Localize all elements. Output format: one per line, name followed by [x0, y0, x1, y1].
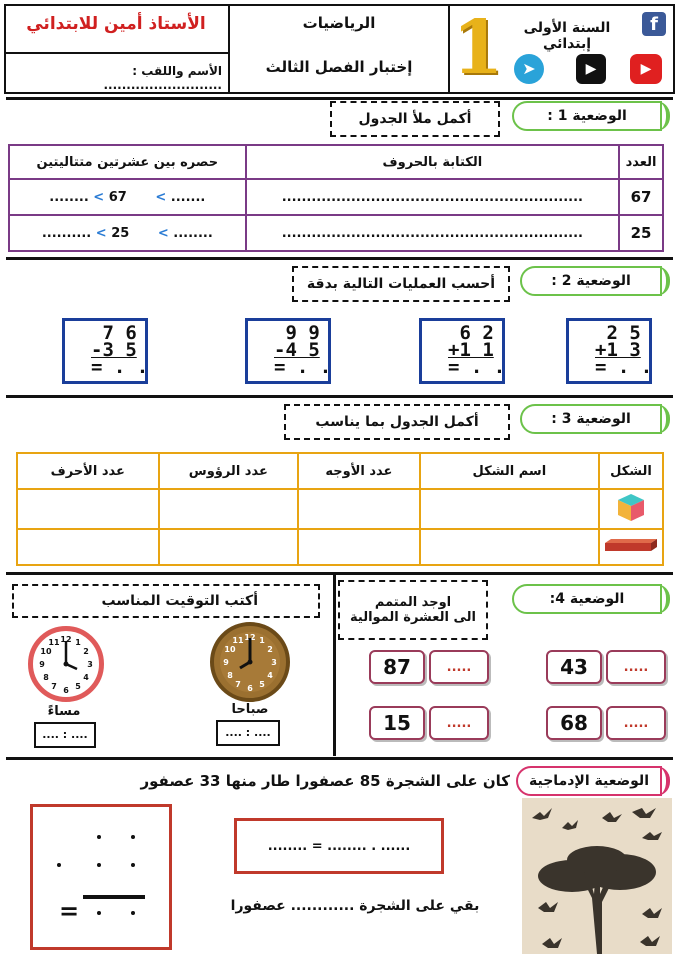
operation-box[interactable]: 9 9 -4 5 = . . — [245, 318, 331, 384]
s1-words-cell[interactable]: ............................................................. — [246, 179, 619, 215]
header-divider-3 — [4, 52, 230, 54]
op-dot — [57, 863, 61, 867]
s3-cell[interactable] — [17, 529, 159, 565]
result-line — [83, 895, 145, 899]
s3-cell[interactable] — [420, 489, 599, 529]
op-dot — [131, 835, 135, 839]
operation-box[interactable]: 6 2 +1 1 = . . — [419, 318, 505, 384]
grade-level: السنة الأولى إبتدائي — [523, 20, 611, 52]
logo-number: 1 — [452, 5, 504, 91]
video-app-icon[interactable]: ▶ — [576, 54, 606, 84]
s3-cell[interactable] — [17, 489, 159, 529]
svg-text:8: 8 — [43, 673, 49, 682]
answer-card[interactable]: ..... — [606, 706, 666, 740]
cuboid-icon — [603, 537, 659, 553]
situation-1-label: الوضعية 1 : — [512, 101, 662, 131]
s2-instruction: أحسب العمليات التالية بدقة — [292, 266, 510, 302]
equation-box[interactable]: ........ = ........ . ...... — [234, 818, 444, 874]
s3-cell[interactable] — [159, 529, 299, 565]
morning-clock — [210, 622, 290, 702]
svg-text:4: 4 — [267, 671, 273, 680]
section-divider-vertical — [333, 574, 336, 756]
s3-col-vertices: عدد الرؤوس — [159, 453, 299, 489]
svg-text:7: 7 — [235, 680, 241, 689]
cube-icon — [614, 490, 648, 524]
svg-text:6: 6 — [63, 686, 69, 695]
svg-text:9: 9 — [39, 660, 45, 669]
birds-tree-icon — [522, 798, 672, 954]
number-card: 43 — [546, 650, 602, 684]
s3-col-edges: عدد الأحرف — [17, 453, 159, 489]
situation-3-label: الوضعية 3 : — [520, 404, 662, 434]
cuboid-shape — [599, 529, 663, 565]
svg-text:1: 1 — [75, 638, 81, 647]
svg-text:12: 12 — [60, 635, 72, 644]
s3-cell[interactable] — [298, 529, 420, 565]
clock-face-icon — [214, 626, 286, 698]
op-dot — [131, 911, 135, 915]
operation-box[interactable]: 7 6 -3 5 = . . — [62, 318, 148, 384]
time-instruction: أكتب التوقيت المناسب — [12, 584, 320, 618]
situation-2-label: الوضعية 2 : — [520, 266, 662, 296]
s3-col-faces: عدد الأوجه — [298, 453, 420, 489]
divider-line — [6, 757, 673, 760]
answer-card[interactable]: ..... — [429, 650, 489, 684]
op-dot — [97, 835, 101, 839]
svg-text:4: 4 — [83, 673, 89, 682]
op-dot — [131, 863, 135, 867]
svg-text:1: 1 — [259, 636, 265, 645]
svg-text:11: 11 — [48, 638, 60, 647]
number-card: 15 — [369, 706, 425, 740]
morning-label: صباحا — [231, 702, 269, 717]
header-divider-1 — [228, 4, 230, 94]
svg-text:2: 2 — [267, 645, 273, 654]
teacher-name: الأستاذ أمين للابتدائي — [26, 14, 206, 34]
svg-text:3: 3 — [87, 660, 93, 669]
svg-text:10: 10 — [224, 645, 236, 654]
birds-tree-image — [522, 798, 672, 954]
s1-col-number: العدد — [619, 145, 663, 179]
s3-cell[interactable] — [298, 489, 420, 529]
svg-text:12: 12 — [244, 633, 256, 642]
svg-text:3: 3 — [271, 658, 277, 667]
op-dot — [97, 863, 101, 867]
equals-sign: = — [59, 897, 80, 925]
s1-frame-cell[interactable]: ........ < 67 < ....... — [9, 179, 246, 215]
operation-box[interactable]: 2 5 +1 3 = . . — [566, 318, 652, 384]
svg-text:11: 11 — [232, 636, 244, 645]
s3-cell[interactable] — [420, 529, 599, 565]
s3-instruction: أكمل الجدول بما يناسب — [284, 404, 510, 440]
exam-title: إختبار الفصل الثالث — [265, 58, 413, 76]
svg-text:9: 9 — [223, 658, 229, 667]
s1-number-cell: 25 — [619, 215, 663, 251]
svg-text:5: 5 — [75, 682, 81, 691]
divider-line — [6, 97, 673, 100]
s1-words-cell[interactable]: ............................................................. — [246, 215, 619, 251]
clock-face-icon — [33, 631, 99, 697]
subject-title: الرياضيات — [302, 14, 376, 32]
s3-table — [16, 452, 664, 566]
s3-cell[interactable] — [159, 489, 299, 529]
op-dot — [97, 911, 101, 915]
evening-time-field[interactable]: .... : .... — [34, 722, 96, 748]
divider-line — [6, 572, 673, 575]
s1-col-frame: حصره بين عشرتين متتاليتين — [9, 145, 246, 179]
facebook-icon[interactable]: f — [642, 12, 666, 36]
s3-col-shape: الشكل — [599, 453, 663, 489]
svg-text:7: 7 — [51, 682, 57, 691]
divider-line — [6, 257, 673, 260]
s3-col-shape-name: اسم الشكل — [420, 453, 599, 489]
s1-frame-cell[interactable]: .......... < 25 < ........ — [9, 215, 246, 251]
header-divider-2 — [448, 4, 450, 94]
s1-table — [8, 144, 664, 252]
name-field[interactable]: الأسم واللقب : .......................... — [103, 64, 222, 92]
svg-text:6: 6 — [247, 684, 253, 693]
answer-card[interactable]: ..... — [606, 650, 666, 684]
remaining-sentence: بقي على الشجرة ............ عصفورا — [230, 898, 480, 914]
evening-label: مساءً — [47, 704, 81, 719]
s1-instruction: أكمل ملأ الجدول — [330, 101, 500, 137]
telegram-icon[interactable]: ➤ — [514, 54, 544, 84]
number-card: 87 — [369, 650, 425, 684]
s1-col-words: الكتابة بالحروف — [246, 145, 619, 179]
morning-time-field[interactable]: .... : .... — [216, 720, 280, 746]
cube-shape — [599, 489, 663, 529]
s4-instruction: اوجد المتمم الى العشرة الموالية — [338, 580, 488, 640]
answer-card[interactable]: ..... — [429, 706, 489, 740]
youtube-icon[interactable]: ▶ — [630, 54, 662, 84]
svg-text:8: 8 — [227, 671, 233, 680]
situation-4-label: الوضعية 4: — [512, 584, 662, 614]
divider-line — [6, 395, 673, 398]
svg-text:10: 10 — [40, 647, 52, 656]
number-card: 68 — [546, 706, 602, 740]
vertical-operation-box[interactable] — [30, 804, 172, 950]
s1-number-cell: 67 — [619, 179, 663, 215]
svg-text:5: 5 — [259, 680, 265, 689]
integration-label: الوضعية الإدماجية — [516, 766, 662, 796]
evening-clock — [28, 626, 104, 702]
svg-text:2: 2 — [83, 647, 89, 656]
integration-problem: كان على الشجرة 85 عصفورا طار منها 33 عصفور — [140, 772, 510, 790]
